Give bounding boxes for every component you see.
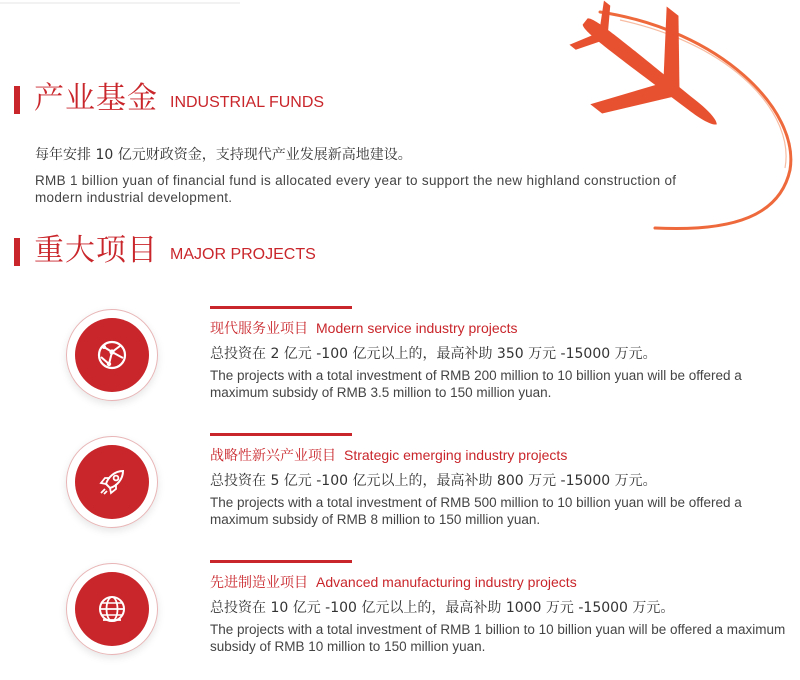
- project-detail-en: The projects with a total investment of RMB 500 million to 10 billion yuan will be offered a maximum subsidy of RMB 8 million to 150 million yuan.: [210, 495, 742, 527]
- section-marker: [14, 86, 20, 114]
- project-item-modern-service: [0, 306, 800, 426]
- project-title-en: Modern service industry projects: [316, 320, 518, 336]
- section-title-en: MAJOR PROJECTS: [170, 246, 316, 263]
- industrial-funds-desc-cn: 每年安排 10 亿元财政资金，支持现代产业发展新高地建设。: [35, 147, 412, 163]
- globe-icon: [95, 592, 129, 626]
- major-projects-header: [14, 234, 316, 268]
- section-marker: [14, 238, 20, 266]
- project-title-en: Strategic emerging industry projects: [344, 447, 568, 463]
- project-detail-cn: 总投资在 2 亿元 -100 亿元以上的，最高补助 350 万元 -15000 万元。: [210, 346, 657, 362]
- project-title: [210, 318, 795, 338]
- project-icon-disc: [66, 309, 158, 401]
- section-title-cn: 产业基金: [34, 81, 158, 116]
- project-item-advanced-manufacturing: [0, 560, 800, 680]
- project-title-cn: 先进制造业项目: [210, 575, 308, 591]
- network-globe-icon: [95, 338, 129, 372]
- project-title-en: Advanced manufacturing industry projects: [316, 574, 577, 590]
- project-title-cn: 战略性新兴产业项目: [210, 448, 336, 464]
- project-detail-en: The projects with a total investment of RMB 1 billion to 10 billion yuan will be offered a maximum subsidy of RMB 10 million to 150 million yuan.: [210, 622, 786, 654]
- title-rule: [210, 306, 352, 309]
- rocket-icon: [95, 465, 129, 499]
- project-title-cn: 现代服务业项目: [210, 321, 308, 337]
- title-rule: [210, 560, 352, 563]
- section-title-cn: 重大项目: [34, 233, 158, 268]
- project-detail-cn: 总投资在 5 亿元 -100 亿元以上的，最高补助 800 万元 -15000 万元。: [210, 473, 657, 489]
- project-title: [210, 445, 795, 465]
- project-detail-cn: 总投资在 10 亿元 -100 亿元以上的，最高补助 1000 万元 -15000 万元。: [210, 600, 675, 616]
- section-title-en: INDUSTRIAL FUNDS: [170, 94, 325, 111]
- title-rule: [210, 433, 352, 436]
- project-icon-disc: [66, 563, 158, 655]
- project-title: [210, 572, 795, 592]
- project-detail-en: The projects with a total investment of RMB 200 million to 10 billion yuan will be offered a maximum subsidy of RMB 3.5 million to 150 million yuan.: [210, 368, 742, 400]
- project-icon-disc: [66, 436, 158, 528]
- airplane-icon: [547, 0, 755, 173]
- project-item-strategic-emerging: [0, 433, 800, 553]
- industrial-funds-desc-en: RMB 1 billion yuan of financial fund is allocated every year to support the new highland construction of modern industrial development.: [35, 173, 677, 205]
- industrial-funds-header: [14, 82, 324, 116]
